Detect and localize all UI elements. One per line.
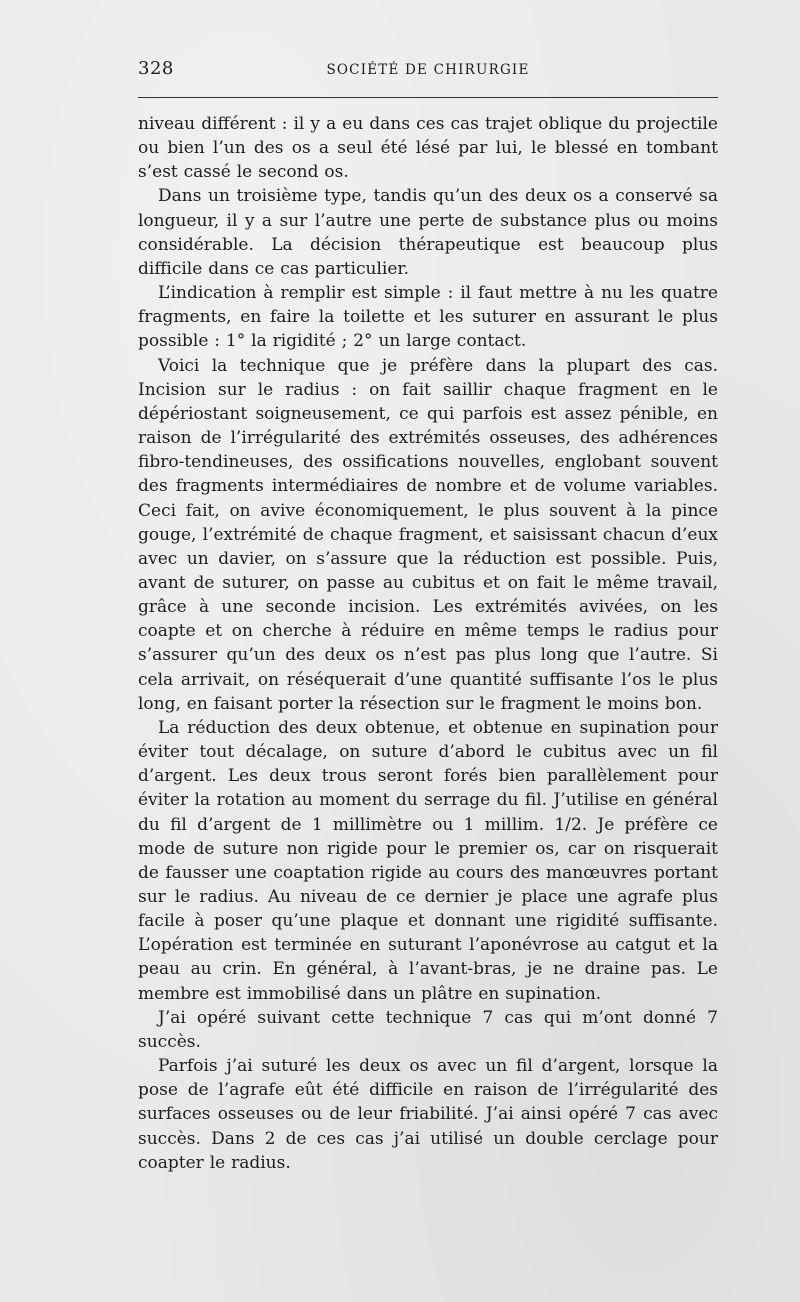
paragraph-continued: niveau différent : il y a eu dans ces cas trajet oblique du projectile ou bien l’un des os a seul été lésé par lui, le blessé en tombant s’est cassé le second os. <box>138 114 718 183</box>
paragraph-technique: Voici la technique que je préfère dans la plupart des cas. Incision sur le radius : on fait saillir chaque fragment en le dépériostant soigneusement, ce qui parfois est assez pénible, en raison de l’irrégularité des extrémités osseuses, des adhérences fibro-tendineuses, des ossifications nouvelles, englobant souvent des fragments intermédiaires de nombre et de volume variables. Ceci fait, on avive économiquement, le plus souvent à la pince gouge, l’extrémité de chaque fragment, et saisissant chacun d’eux avec un davier, on s’assure que la réduction est possible. Puis, avant de suturer, on passe au cubitus et on fait le même travail, grâce à une seconde incision. Les extrémités avivées, on les coapte et on cherche à réduire en même temps le radius pour s’assurer qu’un des deux os n’est pas plus long que l’autre. Si cela arrivait, on réséquerait d’une quantité suffisante l’os le plus long, en faisant porter la résection sur le fragment le moins bon. <box>138 355 718 714</box>
paragraph-silver-wire: Parfois j’ai suturé les deux os avec un fil d’argent, lorsque la pose de l’agrafe eût été difficile en raison de l’irrégularité des surfaces osseuses ou de leur friabilité. J’ai ainsi opéré 7 cas avec succès. Dans 2 de ces cas j’ai utilisé un double cerclage pour coapter le radius. <box>138 1056 718 1173</box>
body-text <box>138 112 718 1175</box>
paragraph-third-type: Dans un troisième type, tandis qu’un des deux os a conservé sa longueur, il y a sur l’autre une perte de substance plus ou moins considérable. La décision thérapeutique est beaucoup plus difficile dans ce cas particulier. <box>138 186 718 279</box>
paragraph-reduction: La réduction des deux obtenue, et obtenue en supination pour éviter tout décalage, on suture d’abord le cubitus avec un fil d’argent. Les deux trous seront forés bien parallèlement pour éviter la rotation au moment du serrage du fil. J’utilise en général du fil d’argent de 1 millimètre ou 1 millim. 1/2. Je préfère ce mode de suture non rigide pour le premier os, car on risquerait de fausser une coaptation rigide au cours des manœuvres portant sur le radius. Au niveau de ce dernier je place une agrafe plus facile à poser qu’une plaque et donnant une rigidité suffisante. L’opération est terminée en suturant l’aponévrose au catgut et la peau au crin. En général, à l’avant-bras, je ne draine pas. Le membre est immobilisé dans un plâtre en supination. <box>138 717 718 1004</box>
running-head <box>138 58 718 86</box>
paragraph-results: J’ai opéré suivant cette technique 7 cas qui m’ont donné 7 succès. <box>138 1007 718 1052</box>
paragraph-indication: L’indication à remplir est simple : il faut mettre à nu les quatre fragments, en faire la toilette et les suturer en assurant le plus possible : 1° la rigidité ; 2° un large contact. <box>138 283 718 352</box>
header-rule <box>138 97 718 98</box>
running-title: SOCIÉTÉ DE CHIRURGIE <box>326 62 530 78</box>
page-number: 328 <box>138 58 174 79</box>
